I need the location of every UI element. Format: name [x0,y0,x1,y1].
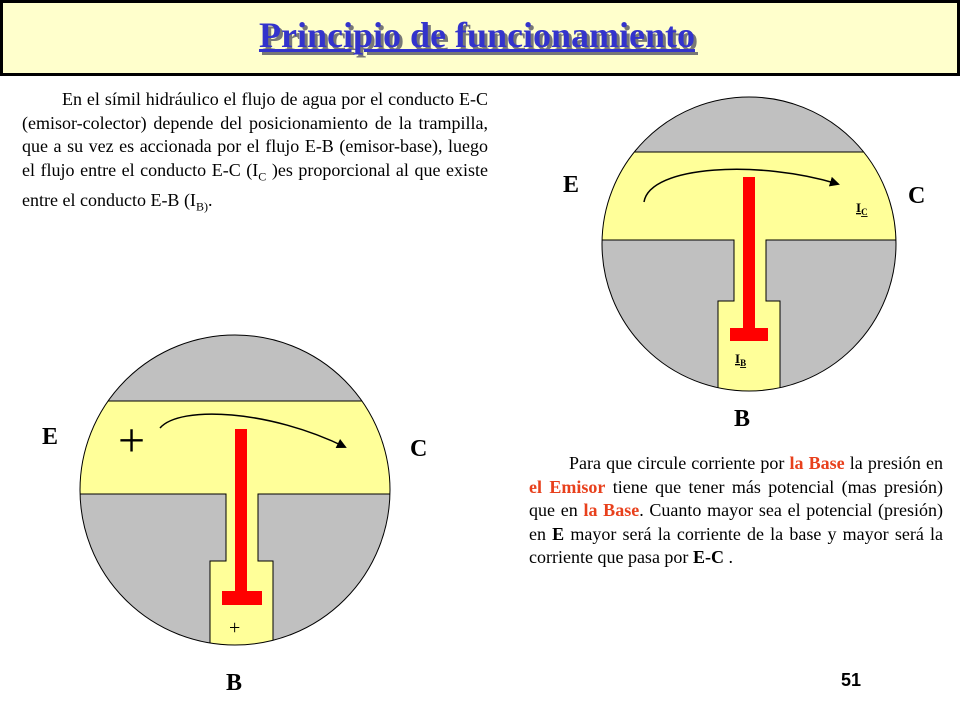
paragraph1-sub-c: C [258,169,267,184]
paragraph2-t3: tiene que tener más potencial (mas presión) que en [529,476,943,520]
paragraph2-t1: Para que circule corriente por [569,453,790,473]
top-ic-main: I [856,200,862,215]
top-label-e: E [563,172,580,198]
bottom-valve-plate [222,591,262,605]
paragraph1-sub-b: B) [195,199,208,214]
bottom-plus-small: + [229,617,241,639]
top-ic-sub: C [861,207,868,217]
top-ib-sub: B [740,358,747,368]
paragraph2-highlight-base-2: la Base [583,500,640,520]
top-label-b: B [734,406,751,432]
paragraph2-bold-ec: E-C [692,547,724,567]
paragraph1-part3: . [207,189,213,210]
paragraph2-t4: . Cuanto mayor sea el potencial (presión) en [529,500,943,544]
page-number: 51 [840,670,862,690]
paragraph2-highlight-emitter: el Emisor [529,476,606,497]
paragraph1-part1: En el símil hidráulico el flujo de agua por el conducto E-C (emisor-colector) depende del posicionamiento de la trampilla, que a su vez es accionada por el flujo E-B (emisor-base), luego el flujo entre el conducto E-C (I [22,89,488,180]
paragraph2-t5: mayor será la corriente de la base y mayor será la corriente que pasa por [529,523,943,567]
hydraulic-diagram-top [563,95,925,432]
paragraph2-t2: la presión en [844,453,943,473]
bottom-valve-stem [235,429,247,599]
bottom-plus-large: + [118,414,146,467]
top-label-c: C [908,183,926,209]
top-valve-stem [743,177,755,337]
hydraulic-diagram-bottom [42,334,427,696]
paragraph2-t6: . [723,547,733,567]
top-valve-plate [730,328,768,341]
bottom-label-e: E [42,424,59,450]
bottom-label-c: C [410,436,428,462]
bottom-label-b: B [226,670,243,696]
paragraph1-part2: )es proporcional al que existe entre el conducto E-B (I [22,159,488,210]
top-ib-main: I [735,351,741,366]
page-title: Principio de funcionamiento [258,15,695,55]
paragraph2-bold-e: E [552,523,565,544]
paragraph2-highlight-base: la Base [789,453,845,473]
